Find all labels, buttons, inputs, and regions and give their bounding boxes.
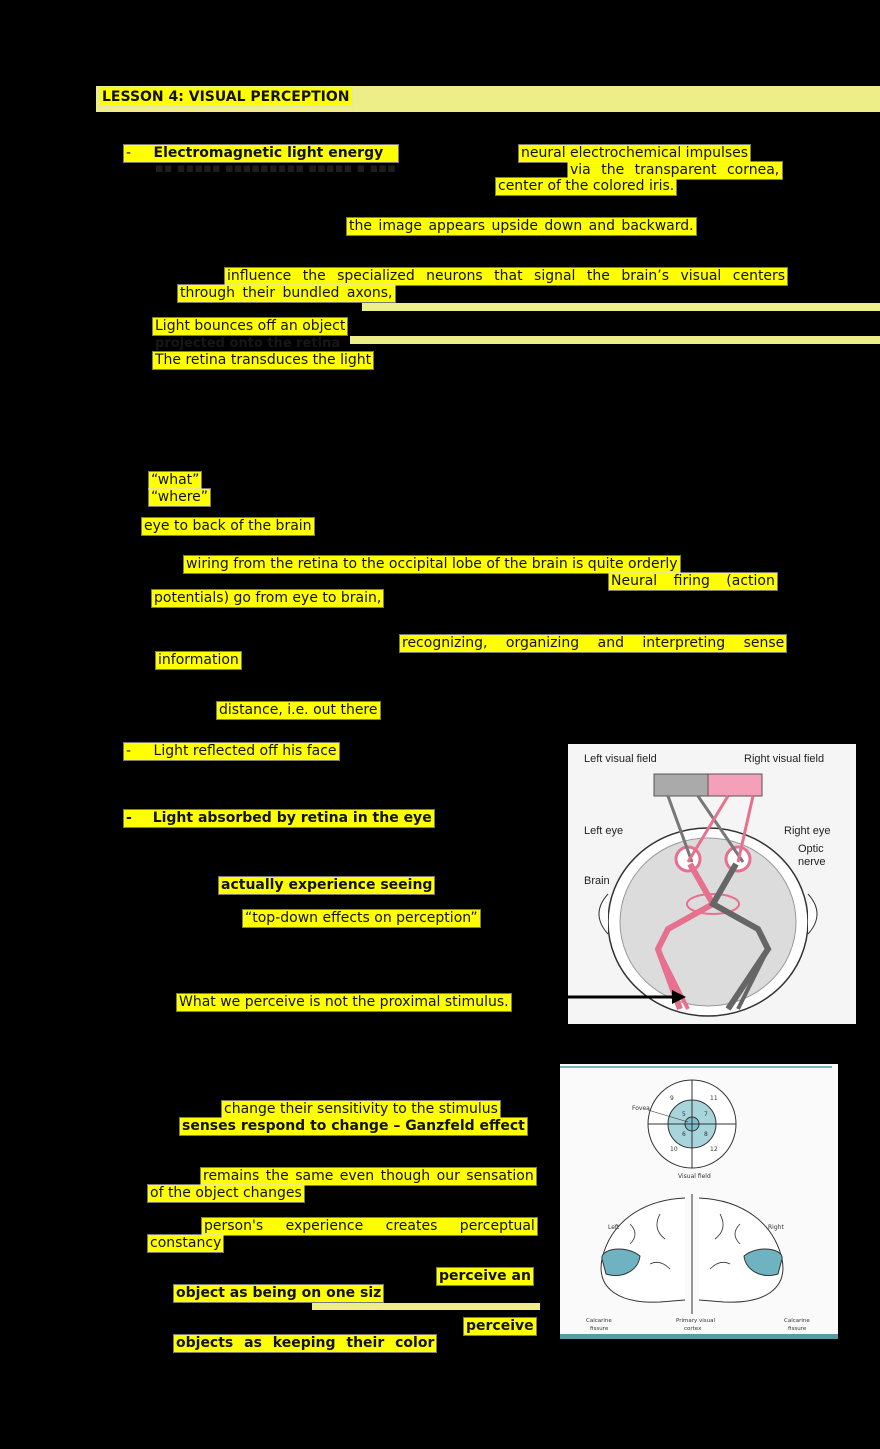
snippet-size-constancy: object as being on one siz <box>176 1285 382 1301</box>
label-calcarine-left: Calcarine <box>586 1318 612 1324</box>
snippet-perceive-an: perceive an <box>439 1268 531 1284</box>
bullet-light-reflected <box>124 743 339 760</box>
field-num: 8 <box>704 1131 708 1138</box>
faint-band <box>350 336 880 344</box>
snippet-what: “what” <box>151 472 200 488</box>
bullet-light-absorbed <box>124 810 434 827</box>
electromagnetic-light-energy: Electromagnetic light energy <box>153 145 384 161</box>
light-absorbed-text: Light absorbed by retina in the eye <box>152 810 432 826</box>
snippet-eye-to-brain: eye to back of the brain <box>144 518 312 534</box>
label-left-visual-field: Left visual field <box>584 753 657 765</box>
field-num: 7 <box>704 1111 708 1118</box>
bullet-marker <box>124 145 398 162</box>
cortex-map-icon <box>560 1064 838 1339</box>
label-cortex: cortex <box>684 1326 702 1332</box>
snippet-proximal-stimulus: What we perceive is not the proximal stimulus. <box>179 994 509 1010</box>
snippet-upside-down: the image appears upside down and backward. <box>349 218 694 234</box>
snippet-potentials: potentials) go from eye to brain, <box>154 590 382 606</box>
snippet-neural-impulses: neural electrochemical impulses <box>521 145 749 161</box>
snippet-light-bounces: Light bounces off an object <box>155 318 346 334</box>
snippet-specialized-neurons: influence the specialized neurons that signal the brain’s visual centers <box>227 268 786 284</box>
snippet-ganzfeld: senses respond to change – Ganzfeld effect <box>182 1118 525 1134</box>
dash: - <box>126 743 132 759</box>
label-left-eye: Left eye <box>584 825 624 837</box>
field-num: 11 <box>710 1095 718 1102</box>
field-num: 6 <box>682 1131 686 1138</box>
snippet-information: information <box>158 652 239 668</box>
label-fissure-left: fissure <box>590 1326 609 1332</box>
label-right: Right <box>768 1224 784 1231</box>
field-num: 12 <box>710 1146 718 1153</box>
snippet-where: “where” <box>151 489 209 505</box>
snippet-color-constancy: objects as keeping their color <box>176 1335 435 1351</box>
snippet-sensitivity: change their sensitivity to the stimulus <box>224 1101 498 1117</box>
faint-band <box>312 1303 540 1310</box>
label-left: Left <box>608 1224 620 1231</box>
obscured-text: ▪▪ ▪▪▪▪▪ ▪▪▪▪▪▪▪▪▪ ▪▪▪▪▪ ▪ ▪▪▪ <box>155 161 396 176</box>
page-title: LESSON 4: VISUAL PERCEPTION <box>102 89 350 105</box>
snippet-retina-transduces: The retina transduces the light <box>155 352 372 368</box>
label-nerve: nerve <box>798 856 826 868</box>
label-brain: Brain <box>584 875 610 887</box>
snippet-recognizing: recognizing, organizing and interpreting sense <box>402 635 785 651</box>
snippet-top-down: “top-down effects on perception” <box>245 910 478 926</box>
label-optic: Optic <box>798 843 824 855</box>
snippet-remains-same: remains the same even though our sensation <box>203 1168 534 1184</box>
label-visual-field: Visual field <box>678 1173 711 1180</box>
brain-diagram-icon <box>568 744 856 1024</box>
snippet-constancy: constancy <box>150 1235 222 1251</box>
snippet-cornea <box>568 162 782 179</box>
snippet-wiring-orderly: wiring from the retina to the occipital lobe of the brain is quite orderly <box>186 556 678 572</box>
dash: - <box>126 145 132 161</box>
field-num: 5 <box>682 1111 686 1118</box>
label-right-visual-field: Right visual field <box>744 753 825 765</box>
snippet-perceive: perceive <box>466 1318 534 1334</box>
snippet-persons-experience: person's experience creates perceptual <box>204 1218 535 1234</box>
label-primary-visual: Primary visual <box>676 1318 716 1324</box>
snippet-neural-firing: Neural firing (action <box>611 573 775 589</box>
snippet-experience-seeing: actually experience seeing <box>221 877 433 893</box>
visual-pathway-figure <box>568 744 856 1024</box>
snippet-bundled-axons: through their bundled axons, <box>180 285 393 301</box>
label-right-eye: Right eye <box>784 825 831 837</box>
dash: - <box>126 810 132 826</box>
faint-band <box>362 303 880 311</box>
field-num: 9 <box>670 1095 674 1102</box>
snippet-distance: distance, i.e. out there <box>219 702 378 718</box>
snippet-projected-retina: projected onto the retina <box>155 336 341 351</box>
label-calcarine-right: Calcarine <box>784 1318 810 1324</box>
cornea-text: via the transparent cornea, <box>570 162 780 178</box>
light-reflected-text: Light reflected off his face <box>153 743 337 759</box>
snippet-iris: center of the colored iris. <box>498 178 675 194</box>
visual-cortex-figure <box>560 1064 838 1339</box>
snippet-object-changes: of the object changes <box>150 1185 302 1201</box>
label-fovea: Fovea <box>632 1105 650 1112</box>
label-fissure-right: fissure <box>788 1326 807 1332</box>
field-num: 10 <box>670 1146 678 1153</box>
